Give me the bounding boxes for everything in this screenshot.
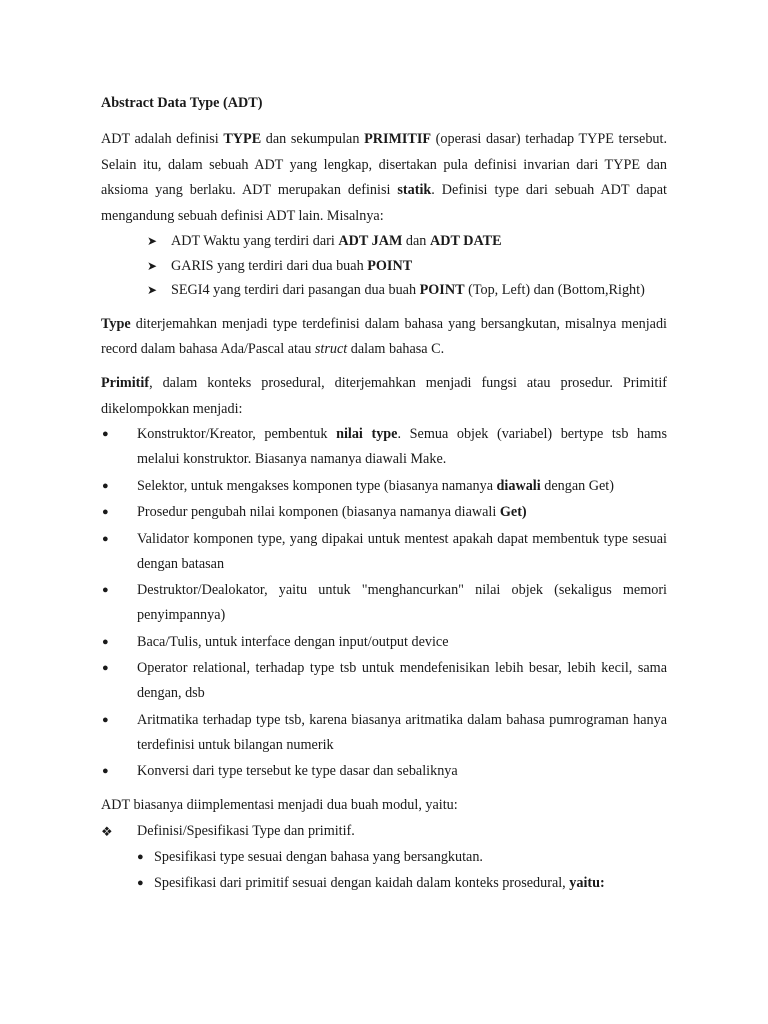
module-intro-paragraph: ADT biasanya diimplementasi menjadi dua buah modul, yaitu: xyxy=(101,797,458,814)
primitive-list xyxy=(101,422,667,784)
list-item: ● Prosedur pengubah nilai komponen (biasanya namanya diawali Get) xyxy=(101,500,667,525)
adt-example-list xyxy=(101,229,667,303)
list-item: ● Validator komponen type, yang dipakai untuk mentest apakah dapat membentuk type sesuai dengan batasan xyxy=(101,527,667,577)
arrow-bullet-icon: ➤ xyxy=(147,234,158,249)
list-item: ● Konversi dari type tersebut ke type dasar dan sebaliknya xyxy=(101,759,667,784)
bullet-dot-icon: ● xyxy=(102,765,109,778)
list-item: ● Aritmatika terhadap type tsb, karena biasanya aritmatika dalam bahasa pumrograman hanya terdefinisi untuk bilangan numerik xyxy=(101,708,667,758)
list-item: ● Konstruktor/Kreator, pembentuk nilai type. Semua objek (variabel) bertype tsb hams melalui konstruktor. Biasanya namanya diawali Make. xyxy=(101,422,667,472)
adt-definition-paragraph: ADT adalah definisi TYPE dan sekumpulan PRIMITIF (operasi dasar) terhadap TYPE tersebut. Selain itu, dalam sebuah ADT yang lengkap, disertakan pula definisi invarian dari TYPE dan aksioma yang berlaku. ADT merupakan definisi statik. Definisi type dari sebuah ADT dapat mengandung sebuah definisi ADT lain. Misalnya: xyxy=(101,131,667,224)
bullet-dot-icon: ● xyxy=(102,635,109,648)
list-item: ➤ SEGI4 yang terdiri dari pasangan dua buah POINT (Top, Left) dan (Bottom,Right) xyxy=(101,278,667,303)
type-paragraph: Type diterjemahkan menjadi type terdefinisi dalam bahasa yang bersangkutan, misalnya menjadi record dalam bahasa Ada/Pascal atau struct dalam bahasa C. xyxy=(101,315,667,358)
list-item: ➤ GARIS yang terdiri dari dua buah POINT xyxy=(101,254,667,279)
list-item: ● Spesifikasi type sesuai dengan bahasa yang bersangkutan. xyxy=(101,844,667,870)
arrow-bullet-icon: ➤ xyxy=(147,258,158,273)
bullet-dot-icon: ● xyxy=(102,532,109,545)
document-title: Abstract Data Type (ADT) xyxy=(101,95,263,111)
bullet-dot-icon: ● xyxy=(137,877,144,890)
document-content xyxy=(101,93,667,896)
bullet-dot-icon: ● xyxy=(102,584,109,597)
list-item: ● Operator relational, terhadap type tsb untuk mendefenisikan lebih besar, lebih kecil, sama dengan, dsb xyxy=(101,656,667,706)
diamond-bullet-icon: ❖ xyxy=(101,823,113,839)
bullet-dot-icon: ● xyxy=(102,479,109,492)
list-item: ➤ ADT Waktu yang terdiri dari ADT JAM dan ADT DATE xyxy=(101,229,667,254)
primitif-paragraph: Primitif, dalam konteks prosedural, diterjemahkan menjadi fungsi atau prosedur. Primitif dikelompokkan menjadi: xyxy=(101,375,667,417)
bullet-dot-icon: ● xyxy=(102,713,109,726)
bullet-dot-icon: ● xyxy=(102,506,109,519)
list-item: ● Selektor, untuk mengakses komponen type (biasanya namanya diawali dengan Get) xyxy=(101,474,667,499)
list-item: ● Destruktor/Dealokator, yaitu untuk "menghancurkan" nilai objek (sekaligus memori penyimpannya) xyxy=(101,578,667,628)
list-item: ● Baca/Tulis, untuk interface dengan input/output device xyxy=(101,630,667,655)
bullet-dot-icon: ● xyxy=(102,662,109,675)
module-item: ❖ Definisi/Spesifikasi Type dan primitif. xyxy=(101,819,667,845)
bullet-dot-icon: ● xyxy=(102,428,109,441)
arrow-bullet-icon: ➤ xyxy=(147,283,158,298)
bullet-dot-icon: ● xyxy=(137,851,144,864)
list-item: ● Spesifikasi dari primitif sesuai dengan kaidah dalam konteks prosedural, yaitu: xyxy=(101,870,667,896)
module-sub-list xyxy=(101,844,667,896)
